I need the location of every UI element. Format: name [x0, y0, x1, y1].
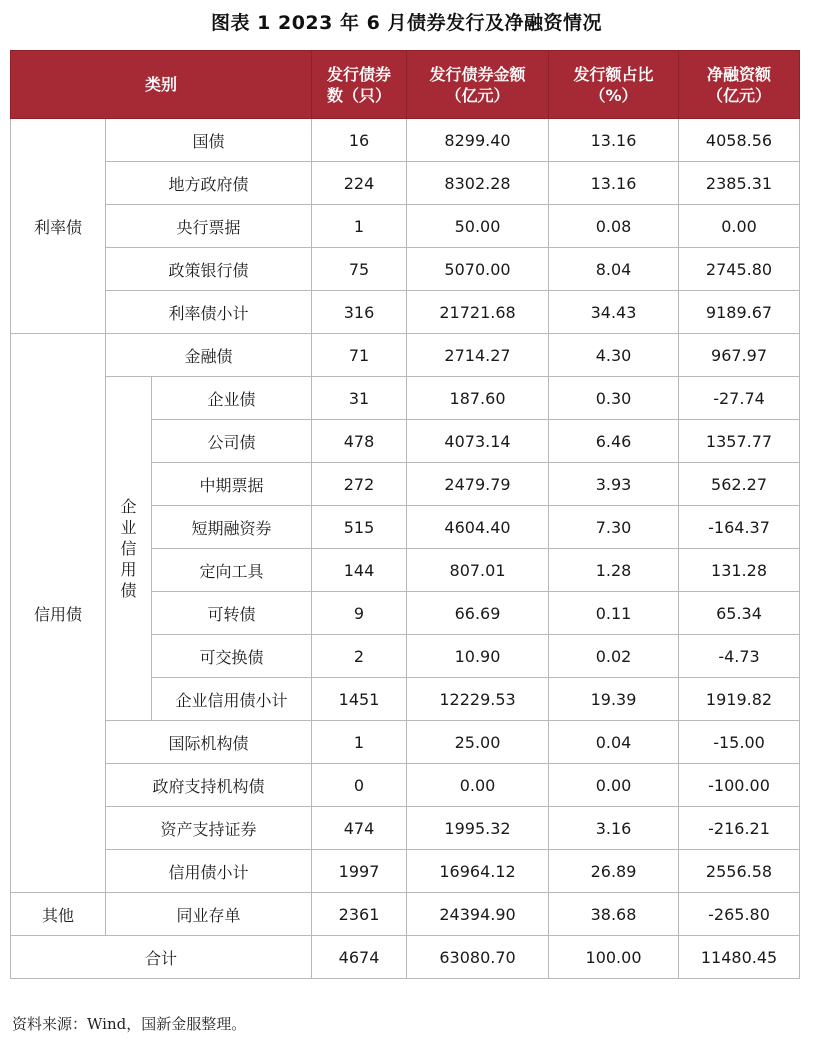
row-count: 478 [312, 420, 407, 463]
table-row [11, 291, 800, 334]
row-count: 75 [312, 248, 407, 291]
row-net: 2556.58 [679, 850, 800, 893]
row-count: 0 [312, 764, 407, 807]
row-name: 短期融资券 [152, 506, 312, 549]
header-category: 类别 [11, 51, 312, 119]
header-net-line2: （亿元） [707, 85, 772, 105]
header-count [312, 51, 407, 119]
row-amount: 16964.12 [407, 850, 549, 893]
row-share: 7.30 [549, 506, 679, 549]
row-count: 71 [312, 334, 407, 377]
table-row [11, 205, 800, 248]
header-share [549, 51, 679, 119]
row-name: 政府支持机构债 [106, 764, 312, 807]
row-share: 0.30 [549, 377, 679, 420]
row-count: 1451 [312, 678, 407, 721]
row-amount: 21721.68 [407, 291, 549, 334]
row-count: 9 [312, 592, 407, 635]
row-share: 13.16 [549, 162, 679, 205]
table-header-row [11, 51, 800, 119]
row-amount: 66.69 [407, 592, 549, 635]
header-share-line2: （%） [589, 85, 638, 105]
row-name: 企业信用债小计 [152, 678, 312, 721]
row-name: 国债 [106, 119, 312, 162]
table-row [11, 377, 800, 420]
row-net: 1357.77 [679, 420, 800, 463]
row-name: 可交换债 [152, 635, 312, 678]
row-net: 1919.82 [679, 678, 800, 721]
row-name: 公司债 [152, 420, 312, 463]
header-amount-line1: 发行债券金额 [429, 64, 526, 84]
table-row [11, 807, 800, 850]
row-name: 资产支持证券 [106, 807, 312, 850]
row-name: 国际机构债 [106, 721, 312, 764]
row-count: 31 [312, 377, 407, 420]
row-net: -100.00 [679, 764, 800, 807]
row-share: 3.93 [549, 463, 679, 506]
row-share: 38.68 [549, 893, 679, 936]
row-share: 4.30 [549, 334, 679, 377]
row-net: -216.21 [679, 807, 800, 850]
row-amount: 1995.32 [407, 807, 549, 850]
row-name: 可转债 [152, 592, 312, 635]
row-amount: 25.00 [407, 721, 549, 764]
row-share: 19.39 [549, 678, 679, 721]
row-amount: 2714.27 [407, 334, 549, 377]
row-net: 4058.56 [679, 119, 800, 162]
table-title: 图表 1 2023 年 6 月债券发行及净融资情况 [211, 12, 602, 34]
row-net: 562.27 [679, 463, 800, 506]
row-net: 0.00 [679, 205, 800, 248]
row-amount: 63080.70 [407, 936, 549, 979]
row-net: -164.37 [679, 506, 800, 549]
row-name: 利率债小计 [106, 291, 312, 334]
row-name: 地方政府债 [106, 162, 312, 205]
row-amount: 2479.79 [407, 463, 549, 506]
row-count: 4674 [312, 936, 407, 979]
row-net: 967.97 [679, 334, 800, 377]
group-credit-label: 信用债 [11, 334, 106, 893]
row-count: 515 [312, 506, 407, 549]
header-share-line1: 发行额占比 [573, 64, 654, 84]
row-share: 0.00 [549, 764, 679, 807]
row-name: 合计 [11, 936, 312, 979]
group-other-label: 其他 [11, 893, 106, 936]
row-share: 3.16 [549, 807, 679, 850]
row-amount: 807.01 [407, 549, 549, 592]
row-net: 65.34 [679, 592, 800, 635]
row-net: -27.74 [679, 377, 800, 420]
row-share: 0.08 [549, 205, 679, 248]
row-amount: 24394.90 [407, 893, 549, 936]
row-name: 信用债小计 [106, 850, 312, 893]
row-amount: 5070.00 [407, 248, 549, 291]
row-name: 同业存单 [106, 893, 312, 936]
header-count-line1: 发行债券 [327, 64, 392, 84]
row-count: 1997 [312, 850, 407, 893]
table-row [11, 764, 800, 807]
header-amount-line2: （亿元） [445, 85, 510, 105]
row-name: 定向工具 [152, 549, 312, 592]
row-name: 中期票据 [152, 463, 312, 506]
group-enterprise-credit-text: 企业信用债 [120, 497, 137, 600]
table-row [11, 850, 800, 893]
row-net: 2385.31 [679, 162, 800, 205]
table-total-row [11, 936, 800, 979]
row-name: 金融债 [106, 334, 312, 377]
row-count: 272 [312, 463, 407, 506]
row-count: 474 [312, 807, 407, 850]
row-net: -265.80 [679, 893, 800, 936]
row-amount: 10.90 [407, 635, 549, 678]
row-share: 0.04 [549, 721, 679, 764]
row-amount: 187.60 [407, 377, 549, 420]
row-net: 11480.45 [679, 936, 800, 979]
row-count: 1 [312, 205, 407, 248]
row-net: 131.28 [679, 549, 800, 592]
header-net [679, 51, 800, 119]
table-row [11, 248, 800, 291]
table-row [11, 162, 800, 205]
row-count: 16 [312, 119, 407, 162]
row-amount: 50.00 [407, 205, 549, 248]
row-amount: 8302.28 [407, 162, 549, 205]
group-rate-label: 利率债 [11, 119, 106, 334]
row-amount: 12229.53 [407, 678, 549, 721]
row-name: 央行票据 [106, 205, 312, 248]
row-share: 1.28 [549, 549, 679, 592]
header-count-line2: 数（只） [327, 85, 392, 105]
table-row [11, 334, 800, 377]
group-enterprise-credit-label [106, 377, 152, 721]
table-row [11, 893, 800, 936]
row-count: 2361 [312, 893, 407, 936]
row-share: 26.89 [549, 850, 679, 893]
row-net: -15.00 [679, 721, 800, 764]
row-net: 9189.67 [679, 291, 800, 334]
source-note: 资料来源：Wind，国新金服整理。 [12, 1015, 247, 1033]
table-row [11, 119, 800, 162]
table-row [11, 721, 800, 764]
row-share: 0.11 [549, 592, 679, 635]
row-share: 6.46 [549, 420, 679, 463]
row-name: 政策银行债 [106, 248, 312, 291]
row-count: 1 [312, 721, 407, 764]
row-share: 8.04 [549, 248, 679, 291]
row-count: 316 [312, 291, 407, 334]
bond-issuance-table [10, 50, 800, 979]
header-net-line1: 净融资额 [707, 64, 772, 84]
row-share: 13.16 [549, 119, 679, 162]
row-name: 企业债 [152, 377, 312, 420]
row-net: -4.73 [679, 635, 800, 678]
row-net: 2745.80 [679, 248, 800, 291]
row-share: 0.02 [549, 635, 679, 678]
header-amount [407, 51, 549, 119]
row-count: 144 [312, 549, 407, 592]
row-count: 224 [312, 162, 407, 205]
row-share: 34.43 [549, 291, 679, 334]
row-amount: 4604.40 [407, 506, 549, 549]
row-count: 2 [312, 635, 407, 678]
row-amount: 4073.14 [407, 420, 549, 463]
row-share: 100.00 [549, 936, 679, 979]
row-amount: 0.00 [407, 764, 549, 807]
row-amount: 8299.40 [407, 119, 549, 162]
